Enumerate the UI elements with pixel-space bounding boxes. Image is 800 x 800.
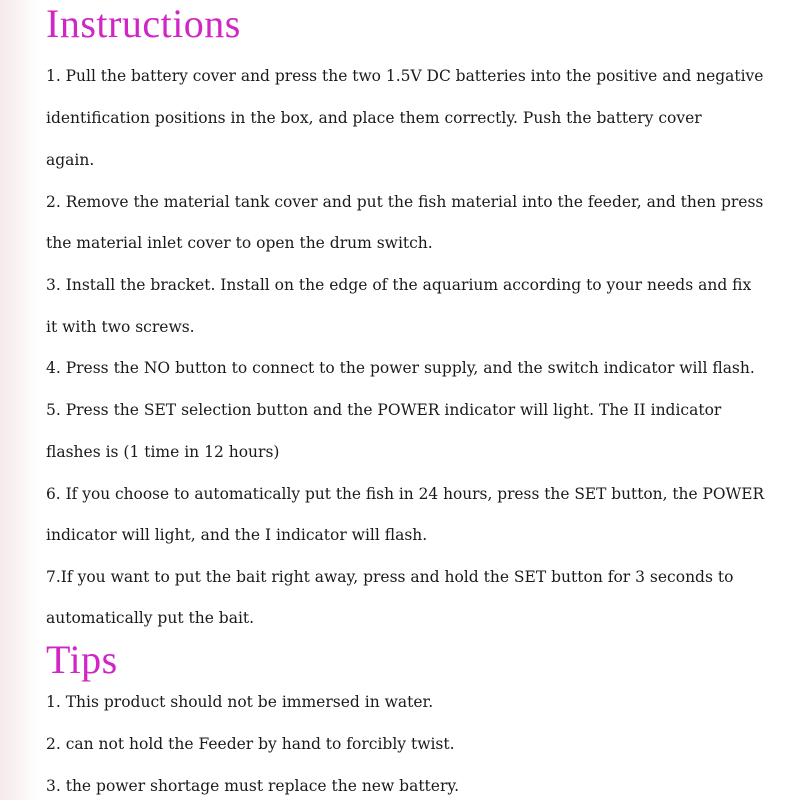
instruction-line: it with two screws. [46, 318, 195, 336]
instruction-line: 1. Pull the battery cover and press the two 1.5V DC batteries into the positive and negative [46, 67, 764, 85]
instructions-heading: Instructions [46, 1, 241, 46]
instruction-line: again. [46, 151, 95, 169]
instruction-line: 4. Press the NO button to connect to the power supply, and the switch indicator will flash. [46, 359, 755, 377]
tip-line: 1. This product should not be immersed in water. [46, 693, 434, 711]
tips-heading: Tips [46, 637, 118, 682]
instruction-line: the material inlet cover to open the drum switch. [46, 234, 433, 252]
instruction-line: indicator will light, and the I indicator will flash. [46, 526, 428, 544]
instruction-line: identification positions in the box, and place them correctly. Push the battery cover [46, 109, 702, 127]
instruction-line: 5. Press the SET selection button and the POWER indicator will light. The II indicator [46, 401, 722, 419]
instruction-line: 3. Install the bracket. Install on the edge of the aquarium according to your needs and fix [46, 276, 752, 294]
instruction-line: flashes is (1 time in 12 hours) [46, 443, 280, 461]
instruction-line: 2. Remove the material tank cover and put the fish material into the feeder, and then press [46, 193, 764, 211]
instruction-line: automatically put the bait. [46, 609, 255, 627]
page-edge-shading [0, 0, 40, 800]
instruction-line: 7.If you want to put the bait right away, press and hold the SET button for 3 seconds to [46, 568, 734, 586]
tip-line: 3. the power shortage must replace the new battery. [46, 777, 459, 795]
instruction-line: 6. If you choose to automatically put the fish in 24 hours, press the SET button, the POWER [46, 485, 765, 503]
tip-line: 2. can not hold the Feeder by hand to forcibly twist. [46, 735, 455, 753]
